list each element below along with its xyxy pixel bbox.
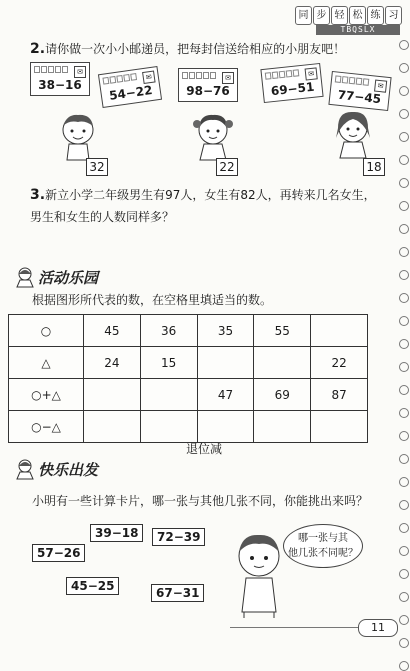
answer-box: 22 <box>216 158 238 176</box>
row-label: ○+△ <box>9 379 84 411</box>
spiral-ring <box>399 408 409 418</box>
spiral-ring <box>399 431 409 441</box>
calc-card: 39−18 <box>90 524 143 542</box>
activity-banner-text: 活动乐园 <box>38 268 99 287</box>
blank-cell[interactable] <box>84 379 141 411</box>
spiral-ring <box>399 546 409 556</box>
blank-cell[interactable] <box>140 411 197 443</box>
boy-illustration <box>55 110 101 162</box>
spiral-ring <box>399 500 409 510</box>
zip-boxes <box>34 66 68 73</box>
spiral-ring <box>399 247 409 257</box>
spiral-ring <box>399 224 409 234</box>
table-cell: 69 <box>254 379 311 411</box>
spiral-ring <box>399 86 409 96</box>
spiral-ring <box>399 270 409 280</box>
stamp-icon: ✉ <box>142 71 156 85</box>
fun-banner <box>14 458 98 480</box>
spiral-ring <box>399 592 409 602</box>
question-3-line1: 新立小学二年级男生有97人，女生有82人，再转来几名女生， <box>45 188 376 202</box>
header-title-char: 松 <box>349 6 366 25</box>
girl-illustration <box>330 108 376 160</box>
speech-bubble-line1: 哪一张与其 <box>298 533 348 544</box>
envelope-expression: 54−22 <box>108 82 154 103</box>
header-title <box>295 6 402 25</box>
activity-banner <box>14 266 98 288</box>
spiral-ring <box>399 40 409 50</box>
calc-card: 57−26 <box>32 544 85 562</box>
mascot-icon <box>14 458 36 480</box>
envelope <box>328 71 391 111</box>
section-heading: 退位减 <box>186 442 223 456</box>
spiral-ring <box>399 454 409 464</box>
spiral-ring <box>399 339 409 349</box>
boy-thinking-illustration <box>230 530 288 620</box>
spiral-ring <box>399 569 409 579</box>
header-title-char: 步 <box>313 6 330 25</box>
question-2-number: 2. <box>30 41 46 57</box>
header-subtitle: TBQSLX <box>316 25 400 35</box>
table-cell: 15 <box>140 347 197 379</box>
blank-cell[interactable] <box>84 411 141 443</box>
row-label: △ <box>9 347 84 379</box>
zip-boxes <box>182 72 216 79</box>
spiral-ring <box>399 523 409 533</box>
shape-value-table <box>8 314 368 443</box>
blank-cell[interactable] <box>311 315 368 347</box>
table-row <box>9 315 368 347</box>
spiral-ring <box>399 109 409 119</box>
fun-instruction: 小明有一些计算卡片，哪一张与其他几张不同，你能挑出来吗？ <box>32 494 369 508</box>
page-number: 11 <box>358 619 398 637</box>
stamp-icon: ✉ <box>222 72 234 84</box>
speech-bubble-line2: 他几张不同呢？ <box>288 548 358 559</box>
calc-card: 67−31 <box>151 584 204 602</box>
envelope <box>98 66 162 108</box>
spiral-ring <box>399 661 409 671</box>
spiral-ring <box>399 293 409 303</box>
spiral-ring <box>399 615 409 625</box>
blank-cell[interactable] <box>254 411 311 443</box>
spiral-ring <box>399 63 409 73</box>
answer-box: 32 <box>86 158 108 176</box>
speech-bubble <box>283 524 363 568</box>
zip-boxes <box>335 75 370 86</box>
table-cell: 87 <box>311 379 368 411</box>
spiral-ring <box>399 132 409 142</box>
table-row <box>9 347 368 379</box>
table-cell: 47 <box>197 379 254 411</box>
spiral-ring <box>399 362 409 372</box>
envelope-expression: 98−76 <box>186 84 230 98</box>
table-row <box>9 379 368 411</box>
question-2 <box>30 38 345 60</box>
table-cell: 55 <box>254 315 311 347</box>
blank-cell[interactable] <box>311 411 368 443</box>
spiral-ring <box>399 155 409 165</box>
table-cell: 24 <box>84 347 141 379</box>
fun-banner-text: 快乐出发 <box>38 460 99 479</box>
table-row <box>9 411 368 443</box>
header-title-char: 轻 <box>331 6 348 25</box>
blank-cell[interactable] <box>254 347 311 379</box>
blank-cell[interactable] <box>197 347 254 379</box>
activity-instruction: 根据图形所代表的数，在空格里填适当的数。 <box>32 293 273 307</box>
blank-cell[interactable] <box>197 411 254 443</box>
envelope <box>260 63 323 103</box>
spiral-ring <box>399 477 409 487</box>
table-cell: 35 <box>197 315 254 347</box>
row-label: ○ <box>9 315 84 347</box>
mascot-icon <box>14 266 36 288</box>
spiral-ring <box>399 316 409 326</box>
zip-boxes <box>265 69 300 80</box>
zip-boxes <box>102 73 137 85</box>
spiral-ring <box>399 385 409 395</box>
answer-box: 18 <box>363 158 385 176</box>
table-cell: 45 <box>84 315 141 347</box>
row-label: ○−△ <box>9 411 84 443</box>
blank-cell[interactable] <box>140 379 197 411</box>
envelope-expression: 38−16 <box>38 78 82 92</box>
spiral-ring <box>399 201 409 211</box>
spiral-binding <box>396 40 410 630</box>
envelope <box>178 68 238 102</box>
header-title-char: 同 <box>295 6 312 25</box>
footer-rule <box>230 627 358 628</box>
header-title-char: 习 <box>385 6 402 25</box>
question-3 <box>30 184 390 228</box>
stamp-icon: ✉ <box>74 66 86 78</box>
table-cell: 36 <box>140 315 197 347</box>
spiral-ring <box>399 178 409 188</box>
question-3-number: 3. <box>30 187 46 203</box>
envelope-expression: 77−45 <box>337 87 382 107</box>
header-title-char: 练 <box>367 6 384 25</box>
question-2-text: 请你做一次小小邮递员，把每封信送给相应的小朋友吧！ <box>45 42 346 56</box>
calc-card: 72−39 <box>152 528 205 546</box>
table-cell: 22 <box>311 347 368 379</box>
stamp-icon: ✉ <box>305 67 318 80</box>
stamp-icon: ✉ <box>374 80 387 93</box>
envelope <box>30 62 90 96</box>
question-3-line2: 男生和女生的人数同样多？ <box>30 210 175 224</box>
envelope-expression: 69−51 <box>270 79 315 99</box>
calc-card: 45−25 <box>66 577 119 595</box>
girl-illustration <box>190 110 236 162</box>
